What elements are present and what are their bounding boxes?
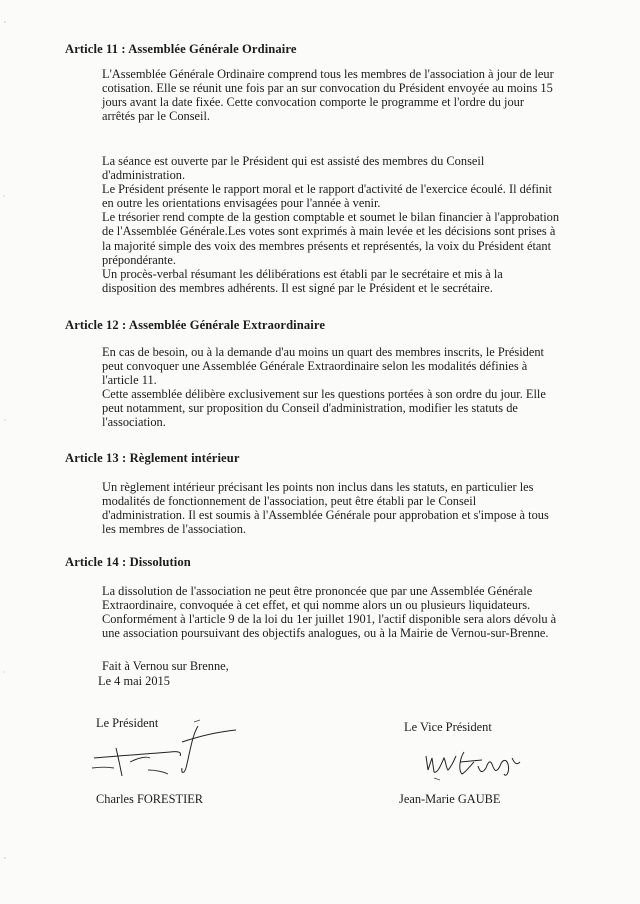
text-line: de l'Assemblée Générale.Les votes sont exprimés à main levée et les décisions sont prises à xyxy=(102,224,556,239)
text-line: En cas de besoin, ou à la demande d'au moins un quart des membres inscrits, le Président xyxy=(102,345,544,359)
article-11-heading: Article 11 : Assemblée Générale Ordinaire xyxy=(65,42,297,56)
text-line: Un règlement intérieur précisant les points non inclus dans les statuts, en particulier les xyxy=(102,480,534,494)
text-line: jours avant la date fixée. Cette convocation comporte le programme et l'ordre du jour xyxy=(102,95,524,110)
text-line: peut notamment, sur proposition du Conseil d'administration, modifier les statuts de xyxy=(102,401,518,416)
text-line: Le trésorier rend compte de la gestion comptable et soumet le bilan financier à l'approbation xyxy=(102,210,560,225)
article-14-heading: Article 14 : Dissolution xyxy=(65,555,191,569)
text-line: prépondérante. xyxy=(102,252,176,267)
text-line: Le Président présente le rapport moral et le rapport d'activité de l'exercice écoulé. Il définit xyxy=(102,182,552,197)
text-line: la majorité simple des voix des membres présents et représentés, la voix du Président étant xyxy=(102,238,552,253)
text-line: cotisation. Elle se réunit une fois par an sur convocation du Président envoyée au moins 15 xyxy=(102,81,553,96)
article-12-heading: Article 12 : Assemblée Générale Extraordinaire xyxy=(65,318,326,332)
text-line: les membres de l'association. xyxy=(102,522,246,537)
text-line: d'administration. Il est soumis à l'Assemblée Générale pour approbation et s'impose à tous xyxy=(102,508,549,523)
text-line: en outre les orientations envisagées pour l'année à venir. xyxy=(102,196,381,211)
text-line: l'article 11. xyxy=(102,373,157,388)
closing-place: Fait à Vernou sur Brenne, xyxy=(102,659,229,673)
text-line: Extraordinaire, convoquée à cet effet, et qui nomme alors un ou plusieurs liquidateurs. xyxy=(102,598,531,613)
president-title: Le Président xyxy=(96,716,159,730)
text-line: Conformément à l'article 9 de la loi du 1er juillet 1901, l'actif disponible sera alors dévolu à xyxy=(102,612,557,627)
vice-president-title: Le Vice Président xyxy=(404,720,492,734)
text-line: La séance est ouverte par le Président qui est assisté des membres du Conseil xyxy=(102,154,485,168)
article-13-heading: Article 13 : Règlement intérieur xyxy=(65,451,240,465)
closing-date: Le 4 mai 2015 xyxy=(98,674,170,688)
president-name: Charles FORESTIER xyxy=(96,792,204,806)
text-line: d'administration. xyxy=(102,168,186,183)
text-line: l'association. xyxy=(102,415,166,430)
vice-president-name: Jean-Marie GAUBE xyxy=(399,792,501,806)
text-line: La dissolution de l'association ne peut être prononcée que par une Assemblée Générale xyxy=(102,584,533,598)
text-line: Cette assemblée délibère exclusivement sur les questions portées à son ordre du jour. Elle xyxy=(102,387,546,402)
text-line: L'Assemblée Générale Ordinaire comprend tous les membres de l'association à jour de leur xyxy=(102,67,554,81)
text-line: modalités de fonctionnement de l'association, peut être établi par le Conseil xyxy=(102,494,477,509)
text-line: peut convoquer une Assemblée Générale Extraordinaire selon les modalités définies à xyxy=(102,359,528,374)
text-line: arrêtés par le Conseil. xyxy=(102,109,211,124)
text-line: une association poursuivant des objectifs analogues, ou à la Mairie de Vernou-sur-Brenne. xyxy=(102,626,549,641)
text-line: Un procès-verbal résumant les délibérations est établi par le secrétaire et mis à la xyxy=(102,266,503,281)
text-line: disposition des membres adhérents. Il est signé par le Président et le secrétaire. xyxy=(102,280,493,295)
